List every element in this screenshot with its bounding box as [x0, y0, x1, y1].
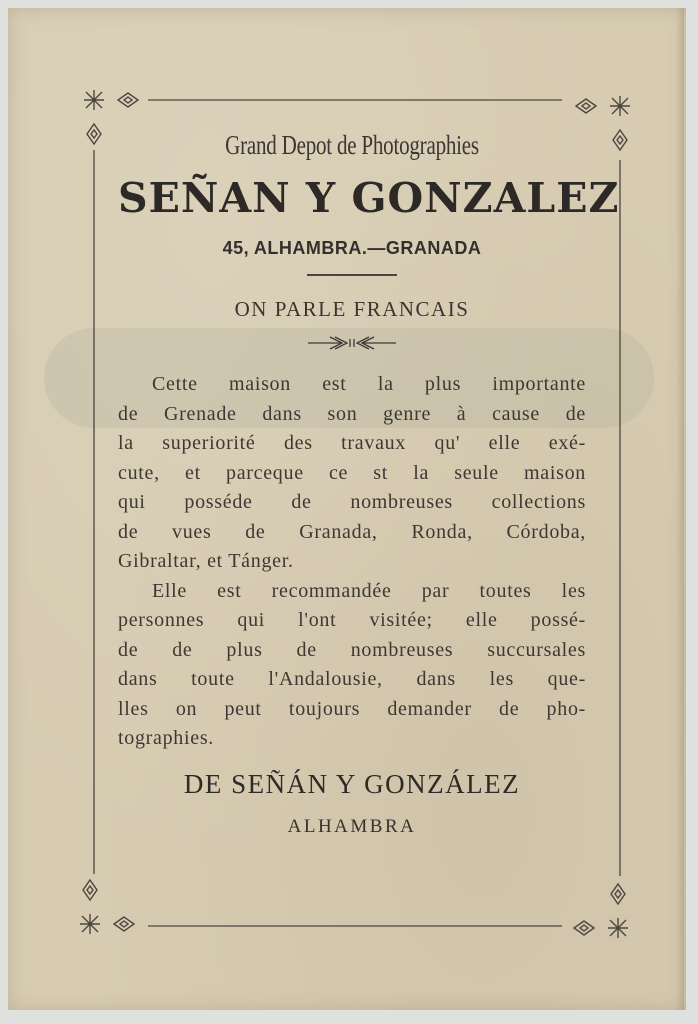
paragraph-line: qui posséde de nombreuses collections [118, 491, 586, 513]
page-heading: Grand Depot de Photographies [225, 130, 479, 160]
paragraph-line: Cette maison est la plus importante [152, 373, 586, 395]
paragraph-line: de de plus de nombreuses succursales [118, 638, 586, 661]
paragraph-line: cute, et parceque ce st la seule maison [118, 461, 586, 484]
paragraph-line: dans toute l'Andalousie, dans les que- [118, 668, 586, 690]
card-text [118, 128, 620, 840]
paragraph-line: Gibraltar, et Tánger. [118, 550, 294, 572]
paragraph-line: de Grenade dans son genre à cause de [118, 402, 586, 425]
company-address: 45, ALHAMBRA.—GRANADA [222, 238, 482, 258]
paragraph-line: tographies. [118, 727, 215, 749]
arrow-ornament-icon [302, 334, 402, 352]
divider-line [307, 274, 397, 276]
paragraph-line: la superiorité des travaux qu' elle exé- [118, 432, 586, 454]
description-paragraph [118, 370, 586, 754]
language-notice: ON PARLE FRANCAIS [234, 297, 470, 321]
signature-place: ALHAMBRA [287, 815, 417, 837]
paragraph-line: de vues de Granada, Ronda, Córdoba, [118, 520, 586, 543]
paragraph-line: Elle est recommandée par toutes les [152, 579, 586, 602]
paragraph-line: personnes qui l'ont visitée; elle possé- [118, 609, 586, 631]
signature-name: DE SEÑÁN Y GONZÁLEZ [183, 768, 521, 799]
paragraph-line: lles on peut toujours demander de pho- [118, 697, 586, 720]
company-name: SEÑAN Y GONZALEZ [118, 174, 620, 222]
